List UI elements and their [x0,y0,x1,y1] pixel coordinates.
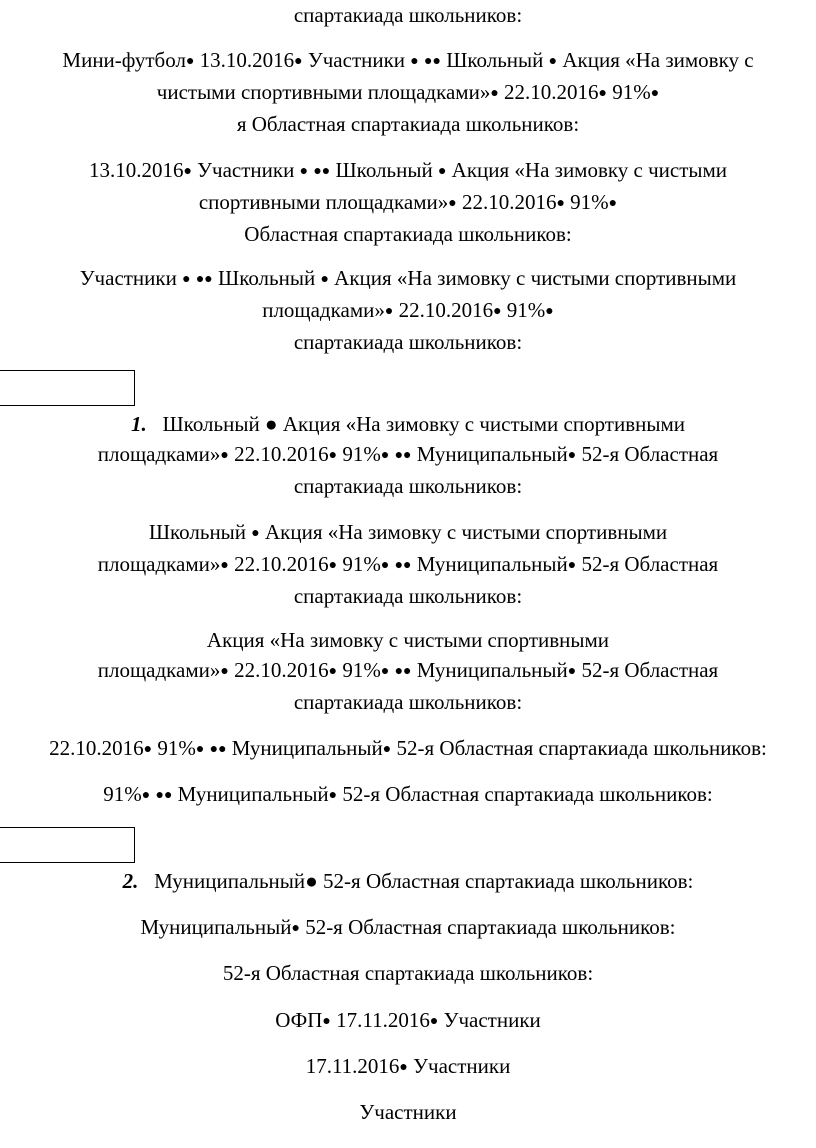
text-block-11: ОФП● 17.11.2016● Участники [275,1008,541,1032]
bullet-glyph: ● [567,558,577,573]
bullet-glyph: ● [650,86,660,101]
bullet-glyph: ● [567,448,577,463]
bullet-glyph: ● [322,1014,331,1029]
bullet-glyph: ● [545,304,554,319]
bullet-glyph: ● [220,448,229,463]
bullet-glyph: ● [380,558,390,573]
bullet-glyph: ● [155,788,164,803]
text-block-2: Мини-футбол● 13.10.2016● Участники ● ●● Школьный ● Акция «На зимовку с чистыми спортивными площадками»● 22.10.2016● 91%● я Областная спартакиада школьников: [62,48,754,136]
bullet-glyph: ● [556,196,565,211]
bullet-glyph: ● [432,54,441,69]
text-block-5: Школьный ● Акция «На зимовку с чистыми спортивными площадками»● 22.10.2016● 91%● ●● Муниципальный● 52-я Областная спартакиада школьников: [97,520,719,608]
bullet-glyph: ● [429,1014,439,1029]
bullet-glyph: ● [321,164,331,179]
bullet-glyph: ● [218,742,227,757]
bullet-glyph: ● [424,54,433,69]
bullet-glyph: ● [209,742,219,757]
text-block-13: Участники [359,1100,457,1124]
bullet-glyph: ● [380,664,390,679]
bullet-glyph: ● [410,54,419,69]
bullet-glyph: ● [403,558,412,573]
bullet-glyph: ● [313,164,322,179]
bullet-glyph: ● [490,86,499,101]
bullet-glyph: ● [598,86,608,101]
bullet-glyph: ● [399,1060,408,1075]
text-block-1: спартакиада школьников: [293,3,523,27]
bullet-glyph: ● [328,664,338,679]
item-number: 2. [122,869,139,893]
bullet-glyph: ● [448,196,457,211]
bullet-glyph: ● [493,304,502,319]
bullet-glyph: ● [185,54,195,69]
text-block-10: 52-я Областная спартакиада школьников: [222,961,594,985]
bullet-glyph: ● [394,558,404,573]
list-item-1: 1. Школьный ● Акция «На зимовку с чистыми спортивными площадками»● 22.10.2016● 91%● ●● Муниципальный● 52-я Областная спартакиада школьников: [97,412,719,498]
text-block-8: 91%● ●● Муниципальный● 52-я Областная спартакиада школьников: [103,782,713,806]
bullet-glyph: ● [403,448,412,463]
bullet-glyph: ● [204,272,213,287]
bullet-glyph: ● [328,788,338,803]
bullet-glyph: ● [291,921,300,936]
text-block-4: Участники ● ●● Школьный ● Акция «На зимовку с чистыми спортивными площадками»● 22.10.2016● 91%● спартакиада школьников: [79,266,737,354]
bullet-glyph: ● [163,788,173,803]
bullet-glyph: ● [608,196,618,211]
list-item-2: 2. Муниципальный● 52-я Областная спартакиада школьников: [122,869,694,893]
text-block-6: Акция «На зимовку с чистыми спортивными площадками»● 22.10.2016● 91%● ●● Муниципальный● 52-я Областная спартакиада школьников: [97,628,719,714]
text-block-9: Муниципальный● 52-я Областная спартакиада школьников: [140,915,676,939]
bullet-glyph: ● [195,742,205,757]
bullet-glyph: ● [548,54,558,69]
bullet-glyph: ● [437,164,447,179]
bullet-glyph: ● [195,272,205,287]
bullet-glyph: ● [403,664,412,679]
text-block-3: 13.10.2016● Участники ● ●● Школьный ● Акция «На зимовку с чистыми спортивными площадками»● 22.10.2016● 91%● Областная спартакиада школьников: [88,158,728,246]
bullet-glyph: ● [294,54,303,69]
bullet-glyph: ● [141,788,151,803]
bullet-glyph: ● [328,448,338,463]
bullet-glyph: ● [320,272,329,287]
bullet-glyph: ● [567,664,577,679]
item-number: 1. [131,412,147,436]
bullet-glyph: ● [384,304,394,319]
bullet-glyph: ● [182,272,191,287]
bullet-glyph: ● [394,448,404,463]
bullet-glyph: ● [299,164,309,179]
text-block-12: 17.11.2016● Участники [305,1054,511,1078]
bullet-glyph: ● [382,742,392,757]
bullet-glyph: ● [183,164,192,179]
bullet-glyph: ● [251,526,260,541]
bullet-glyph: ● [380,448,390,463]
bullet-glyph: ● [394,664,404,679]
bullet-glyph: ● [143,742,153,757]
bullet-glyph: ● [328,558,338,573]
text-block-7: 22.10.2016● 91%● ●● Муниципальный● 52-я Областная спартакиада школьников: [49,736,767,760]
empty-box-1 [0,370,135,406]
bullet-glyph: ● [220,664,229,679]
bullet-glyph: ● [220,558,229,573]
empty-box-2 [0,827,135,863]
